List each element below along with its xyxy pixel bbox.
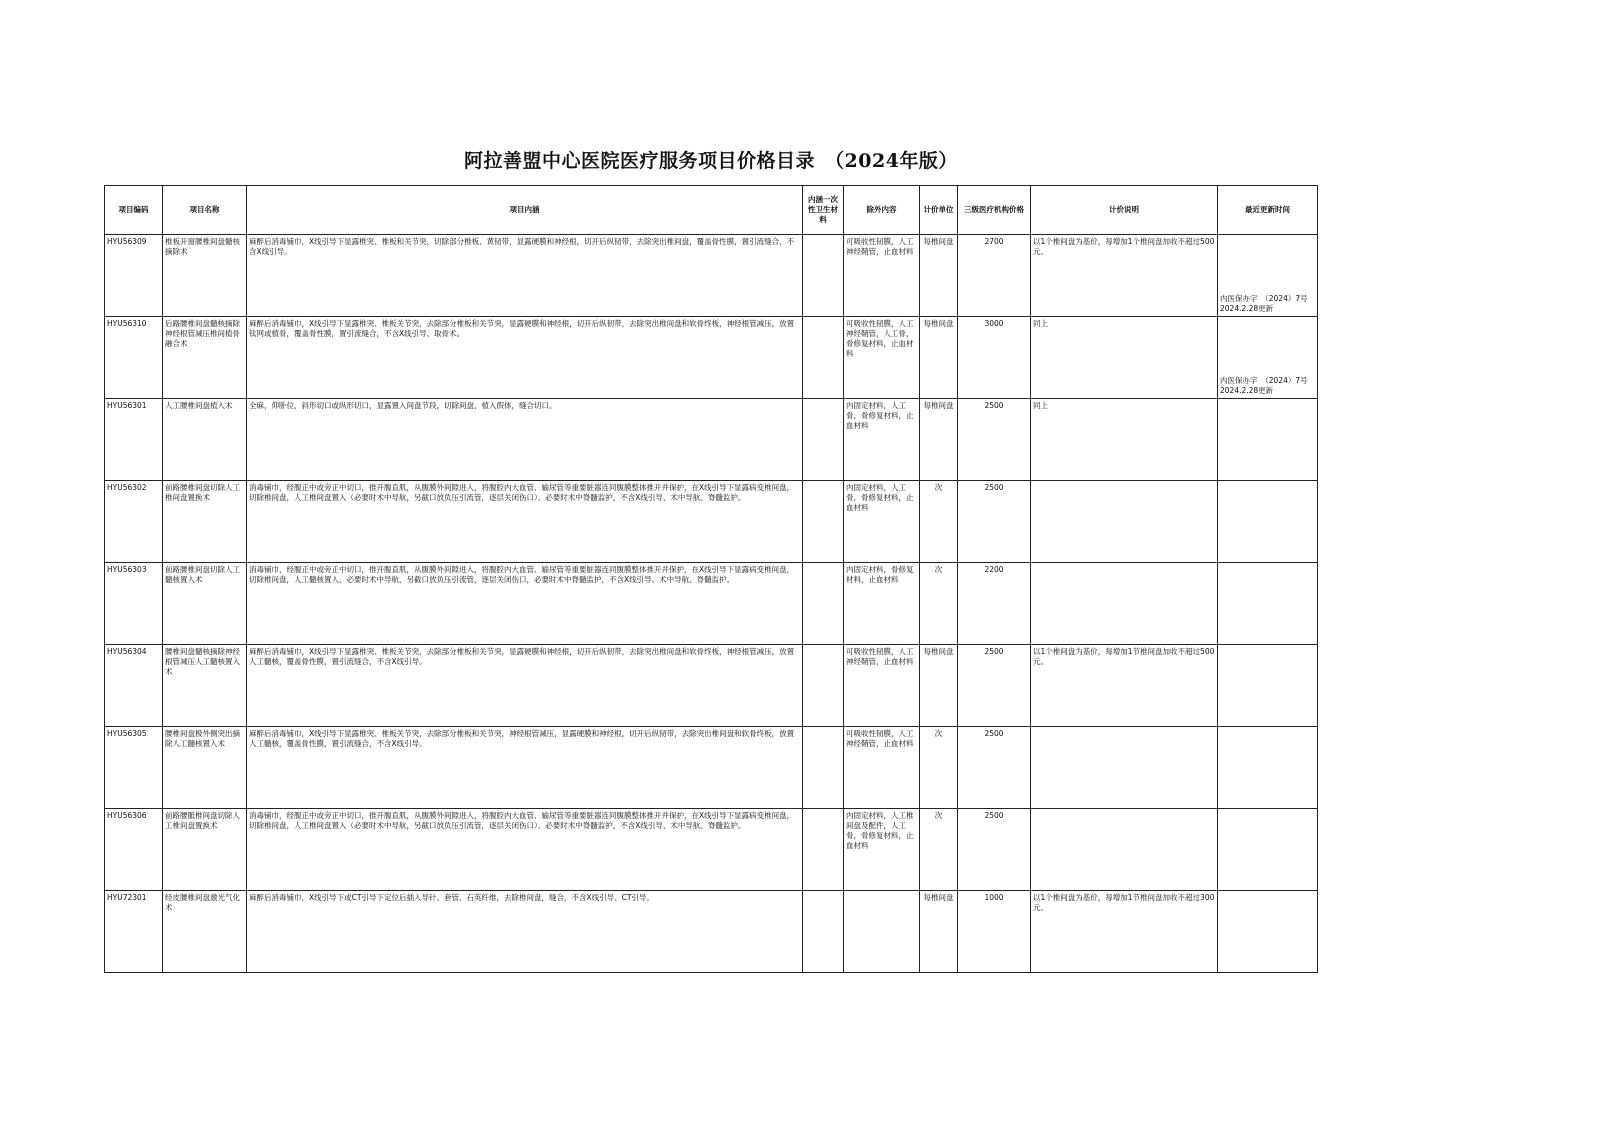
cell-updated xyxy=(1218,891,1318,973)
cell-code: HYU56304 xyxy=(105,645,163,727)
cell-exclude: 可吸收性韧膜，人工神经鞘管，人工骨，骨修复材料，止血材料 xyxy=(844,317,920,399)
cell-content: 消毒铺巾，经腹正中或旁正中切口，推开腹直肌，从腹膜外间隙进入，将腹腔内大血管、输尿管等重要脏器连同腹膜整体推开并保护，在X线引导下显露病变椎间盘，切除椎间盘，人工椎间盘置入（必要时术中导航，另截口放负压引流管，逐层关闭伤口）。必要时术中脊髓监护，不含X线引导、术中导航、脊髓监护。 xyxy=(247,481,803,563)
cell-unit: 每椎间盘 xyxy=(920,891,958,973)
cell-unit: 次 xyxy=(920,809,958,891)
table-row xyxy=(105,563,1318,645)
cell-content: 麻醉后消毒铺巾，X线引导下显露椎突、椎板和关节突，切除部分椎板、黄韧带，显露硬膜和神经根，切开后纵韧带，去除突出椎间盘，覆盖骨性膜，置引流缝合，不含X线引导。 xyxy=(247,235,803,317)
cell-content: 消毒铺巾，经腹正中或旁正中切口，推开腹直肌，从腹膜外间隙进入，将腹腔内大血管、输尿管等重要脏器连同腹膜整体推开并保护，在X线引导下显露病变椎间盘，切除椎间盘，人工髓核置入，必要时术中导航，另截口放负压引流管，逐层关闭伤口，必要时术中脊髓监护，不含X线引导、术中导航、脊髓监护。 xyxy=(247,563,803,645)
page-title: 阿拉善盟中心医院医疗服务项目价格目录 （2024年版） xyxy=(464,150,958,172)
cell-code: HYU72301 xyxy=(105,891,163,973)
cell-price: 2200 xyxy=(958,563,1031,645)
cell-name: 前路腰骶椎间盘切除人工椎间盘置换术 xyxy=(163,809,247,891)
header-row xyxy=(105,186,1318,235)
cell-name: 腰椎间盘髓核摘除神经根管减压人工髓核置入术 xyxy=(163,645,247,727)
cell-updated xyxy=(1218,235,1318,317)
cell-code: HYU56303 xyxy=(105,563,163,645)
header-exclude: 除外内容 xyxy=(844,186,920,235)
header-materials: 内涵一次性卫生材料 xyxy=(803,186,844,235)
cell-price: 2500 xyxy=(958,481,1031,563)
cell-unit: 次 xyxy=(920,563,958,645)
cell-price: 1000 xyxy=(958,891,1031,973)
cell-content: 全麻，仰卧位，斜形切口或纵形切口，显露置入间盘节段，切除间盘，植入假体，缝合切口。 xyxy=(247,399,803,481)
cell-updated xyxy=(1218,317,1318,399)
cell-name: 后路腰椎间盘髓核摘除神经根管减压椎间植骨融合术 xyxy=(163,317,247,399)
cell-note: 同上 xyxy=(1031,317,1218,399)
header-note: 计价说明 xyxy=(1031,186,1218,235)
cell-materials xyxy=(803,563,844,645)
cell-exclude xyxy=(844,891,920,973)
cell-code: HYU56302 xyxy=(105,481,163,563)
cell-unit: 每椎间盘 xyxy=(920,645,958,727)
cell-code: HYU56301 xyxy=(105,399,163,481)
table-row xyxy=(105,891,1318,973)
updated-text: 内医保办字 （2024）7号 2024.2.28更新 xyxy=(1220,294,1316,313)
cell-price: 2500 xyxy=(958,399,1031,481)
cell-name: 人工腰椎间盘植入术 xyxy=(163,399,247,481)
cell-exclude: 内固定材料，人工骨，骨修复材料，止血材料 xyxy=(844,481,920,563)
cell-code: HYU56306 xyxy=(105,809,163,891)
table-row xyxy=(105,481,1318,563)
table-row xyxy=(105,727,1318,809)
cell-note xyxy=(1031,481,1218,563)
cell-note: 同上 xyxy=(1031,399,1218,481)
cell-note xyxy=(1031,809,1218,891)
table-row xyxy=(105,317,1318,399)
cell-price: 2500 xyxy=(958,809,1031,891)
cell-price: 2500 xyxy=(958,645,1031,727)
cell-unit: 每椎间盘 xyxy=(920,399,958,481)
cell-exclude: 可吸收性韧膜，人工神经鞘管，止血材料 xyxy=(844,645,920,727)
cell-price: 2700 xyxy=(958,235,1031,317)
cell-exclude: 可吸收性韧膜，人工神经鞘管，止血材料 xyxy=(844,727,920,809)
cell-content: 麻醉后消毒铺巾，X线引导下显露椎突、椎板关节突，去除部分椎板和关节突，显露硬膜和神经根，切开后纵韧带，去除突出椎间盘和软骨终板，神经根管减压，放置钛网或植骨，覆盖骨性膜，置引流缝合，不含X线引导、取骨术。 xyxy=(247,317,803,399)
cell-content: 消毒铺巾，经腹正中或旁正中切口，推开腹直肌，从腹膜外间隙进入，将腹腔内大血管、输尿管等重要脏器连同腹膜整体推开并保护，在X线引导下显露病变椎间盘，切除椎间盘，人工椎间盘置入（必要时术中导航，另截口放负压引流管，逐层关闭伤口）。必要时术中脊髓监护，不含X线引导、术中导航、脊髓监护。 xyxy=(247,809,803,891)
cell-name: 前路腰椎间盘切除人工髓核置入术 xyxy=(163,563,247,645)
cell-exclude: 内固定材料，人工骨，骨修复材料，止血材料 xyxy=(844,399,920,481)
cell-note xyxy=(1031,563,1218,645)
cell-name: 前路腰椎间盘切除人工椎间盘置换术 xyxy=(163,481,247,563)
cell-name: 椎板开窗腰椎间盘髓核摘除术 xyxy=(163,235,247,317)
cell-unit: 次 xyxy=(920,727,958,809)
cell-updated xyxy=(1218,645,1318,727)
cell-unit: 次 xyxy=(920,481,958,563)
cell-materials xyxy=(803,481,844,563)
cell-name: 腰椎间盘极外侧突出摘除人工髓核置入术 xyxy=(163,727,247,809)
header-updated: 最近更新时间 xyxy=(1218,186,1318,235)
header-name: 项目名称 xyxy=(163,186,247,235)
header-content: 项目内涵 xyxy=(247,186,803,235)
table-row xyxy=(105,809,1318,891)
cell-code: HYU56310 xyxy=(105,317,163,399)
cell-content: 麻醉后消毒铺巾，X线引导下显露椎突、椎板关节突，去除部分椎板和关节突，神经根管减压，显露硬膜和神经根，切开后纵韧带，去除突出椎间盘和软骨终板，放置人工髓核，覆盖骨性膜，置引流缝合，不含X线引导。 xyxy=(247,727,803,809)
cell-name: 经皮腰椎间盘激光气化术 xyxy=(163,891,247,973)
updated-text: 内医保办字 （2024）7号 2024.2.28更新 xyxy=(1220,376,1316,395)
cell-exclude: 内固定材料，人工椎间盘及配件，人工骨，骨修复材料，止血材料 xyxy=(844,809,920,891)
cell-materials xyxy=(803,809,844,891)
cell-code: HYU56309 xyxy=(105,235,163,317)
cell-code: HYU56305 xyxy=(105,727,163,809)
cell-materials xyxy=(803,317,844,399)
cell-exclude: 可吸收性韧膜，人工神经鞘管，止血材料 xyxy=(844,235,920,317)
price-table xyxy=(104,185,1318,973)
cell-materials xyxy=(803,891,844,973)
cell-materials xyxy=(803,727,844,809)
header-price: 三级医疗机构价格 xyxy=(958,186,1031,235)
cell-price: 2500 xyxy=(958,727,1031,809)
table-row xyxy=(105,399,1318,481)
cell-note: 以1个椎间盘为基价，每增加1节椎间盘加收不超过500元。 xyxy=(1031,645,1218,727)
cell-content: 麻醉后消毒铺巾，X线引导下显露椎突、椎板关节突，去除部分椎板和关节突，显露硬膜和神经根，切开后纵韧带，去除突出椎间盘和软骨终板，神经根管减压，放置人工髓核，覆盖骨性膜，置引流缝合，不含X线引导。 xyxy=(247,645,803,727)
cell-materials xyxy=(803,645,844,727)
header-unit: 计价单位 xyxy=(920,186,958,235)
cell-materials xyxy=(803,399,844,481)
header-code: 项目编码 xyxy=(105,186,163,235)
cell-price: 3000 xyxy=(958,317,1031,399)
table-row xyxy=(105,235,1318,317)
cell-materials xyxy=(803,235,844,317)
cell-exclude: 内固定材料，骨修复材料，止血材料 xyxy=(844,563,920,645)
cell-content: 麻醉后消毒铺巾，X线引导下或CT引导下定位后插入导针、套管、石英纤维，去除椎间盘，缝合，不含X线引导、CT引导。 xyxy=(247,891,803,973)
cell-note: 以1个椎间盘为基价，每增加1节椎间盘加收不超过300元。 xyxy=(1031,891,1218,973)
cell-note: 以1个椎间盘为基价，每增加1个椎间盘加收不超过500元。 xyxy=(1031,235,1218,317)
cell-updated xyxy=(1218,399,1318,481)
cell-updated xyxy=(1218,809,1318,891)
cell-updated xyxy=(1218,563,1318,645)
cell-updated xyxy=(1218,727,1318,809)
cell-unit: 每椎间盘 xyxy=(920,235,958,317)
cell-note xyxy=(1031,727,1218,809)
cell-updated xyxy=(1218,481,1318,563)
cell-unit: 每椎间盘 xyxy=(920,317,958,399)
table-row xyxy=(105,645,1318,727)
